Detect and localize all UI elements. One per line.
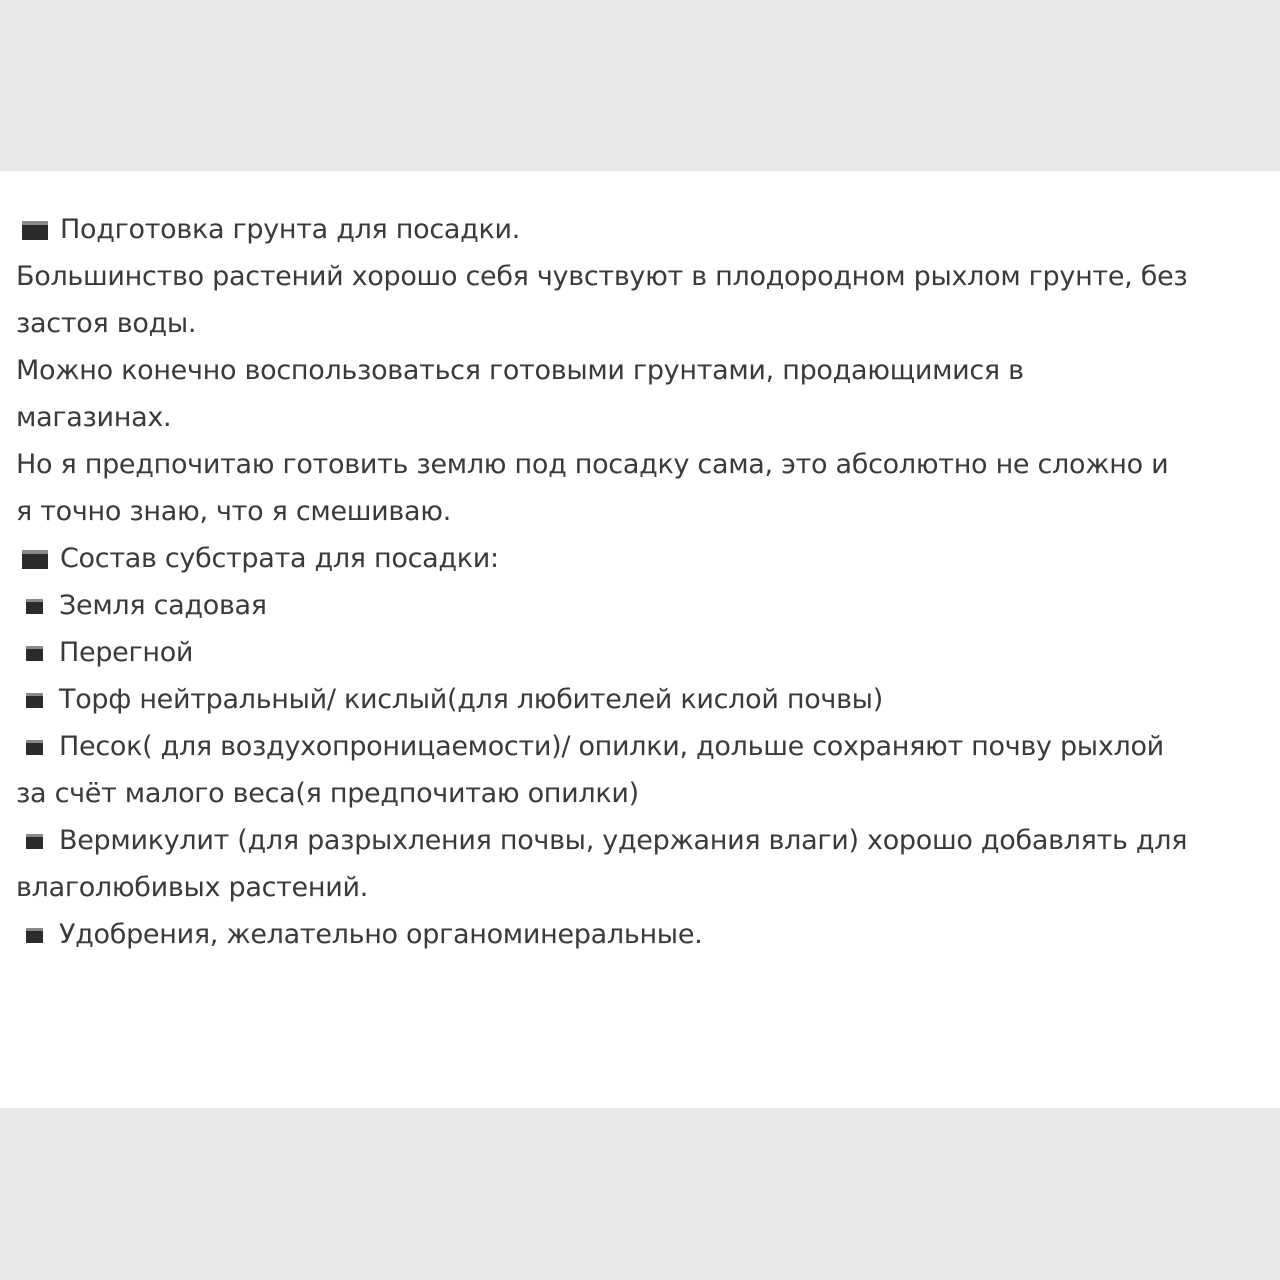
black-square-icon (22, 221, 48, 240)
list-item: Песок( для воздухопроницаемости)/ опилки, дольше сохраняют почву рыхлой (16, 723, 1274, 770)
small-black-square-icon (26, 693, 43, 708)
list-item: Перегной (16, 629, 1274, 676)
list-item: Земля садовая (16, 582, 1274, 629)
small-black-square-icon (26, 834, 43, 849)
paragraph-line: Большинство растений хорошо себя чувствуют в плодородном рыхлом грунте, без (16, 261, 1188, 292)
paragraph-line: магазинах. (16, 402, 172, 433)
top-background-band (0, 0, 1280, 171)
small-black-square-icon (26, 740, 43, 755)
small-black-square-icon (26, 928, 43, 943)
black-square-icon (22, 550, 48, 569)
heading-substrate-composition: Состав субстрата для посадки: (16, 535, 1274, 582)
small-black-square-icon (26, 599, 43, 614)
paragraph-line: застоя воды. (16, 308, 197, 339)
list-item: Торф нейтральный/ кислый(для любителей кислой почвы) (16, 676, 1274, 723)
paragraph-line: я точно знаю, что я смешиваю. (16, 496, 451, 527)
list-item-continuation: влаголюбивых растений. (16, 872, 368, 903)
bottom-background-band (0, 1108, 1280, 1280)
heading-soil-preparation: Подготовка грунта для посадки. (16, 206, 1274, 253)
list-item: Вермикулит (для разрыхления почвы, удержания влаги) хорошо добавлять для (16, 817, 1274, 864)
paragraph-line: Можно конечно воспользоваться готовыми грунтами, продающимися в (16, 355, 1024, 386)
small-black-square-icon (26, 646, 43, 661)
paragraph-line: Но я предпочитаю готовить землю под посадку сама, это абсолютно не сложно и (16, 449, 1169, 480)
list-item-continuation: за счёт малого веса(я предпочитаю опилки) (16, 778, 639, 809)
list-item: Удобрения, желательно органоминеральные. (16, 911, 1274, 958)
article-text (16, 206, 1274, 958)
